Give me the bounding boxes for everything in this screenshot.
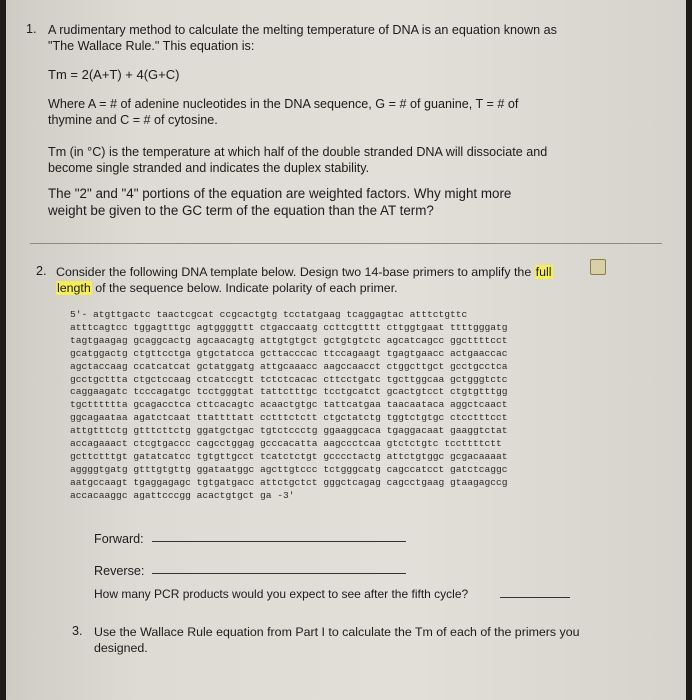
sequence-line: gcttctttgt gatatcatcc tgtgttgcct tcatctctgt gcccctactg attctgtggc gcgacaaaat <box>70 450 508 462</box>
q3-number: 3. <box>72 624 83 638</box>
q2-intro-line1 <box>56 264 553 280</box>
sequence-line: ggcagaataa agatctcaat ttattttatt cctttctctt ctgctatctg tggtctgtgc ctcctttcct <box>70 412 508 424</box>
sequence-line: tagtgaagag gcaggcactg agcaacagtg attgtgtgct gctgtgtctc agcatcagcc ggcttttcct <box>70 334 508 346</box>
q1-intro-line2: "The Wallace Rule." This equation is: <box>48 39 255 53</box>
sequence-line: aggggtgatg gtttgtgttg ggataatggc agcttgtccc tctgggcatg cagccatcct gatctcaggc <box>70 463 508 475</box>
q2-intro-text: Consider the following DNA template below. Design two 14-base primers to amplify the <box>56 265 532 279</box>
q2-number: 2. <box>36 264 47 278</box>
highlight-length: length <box>57 281 91 295</box>
reverse-label: Reverse: <box>94 564 145 578</box>
sequence-line: gcatggactg ctgttcctga gtgctatcca gcttacccac ttccagaagt tgagtgaacc actgaaccac <box>70 347 508 359</box>
sequence-line: accacaaggc agattcccgg acactgtgct ga -3' <box>70 489 295 501</box>
q3-line1: Use the Wallace Rule equation from Part I to calculate the Tm of each of the primers you <box>94 625 580 639</box>
sequence-line: gcctgcttta ctgctccaag ctcatccgtt tctctcacac cttcctgatc tgcttggcaa gctgggtctc <box>70 373 508 385</box>
section-divider <box>30 243 662 244</box>
q1-number: 1. <box>26 22 37 36</box>
q1-weight-line2: weight be given to the GC term of the equation than the AT term? <box>48 203 434 218</box>
sequence-line: attgtttctg gtttcttctg ggatgctgac tgtctccctg ggaaggcaca tgaggacaat gaaggtctat <box>70 425 508 437</box>
pcr-answer-line[interactable] <box>500 597 570 598</box>
sequence-line: 5'- atgttgactc taactcgcat ccgcactgtg tcctatgaag tcaggagtac atttctgttc <box>70 309 468 320</box>
q1-where-line2: thymine and C = # of cytosine. <box>48 113 218 127</box>
reverse-answer-line[interactable] <box>152 573 406 574</box>
forward-label: Forward: <box>94 532 144 546</box>
q1-intro-line1: A rudimentary method to calculate the melting temperature of DNA is an equation known as <box>48 23 557 37</box>
sequence-line: aatgccaagt tgaggagagc tgtgatgacc attctgctct gggctcagag cagcctgaag gtaagagccg <box>70 476 508 488</box>
highlight-full: full <box>535 265 552 279</box>
sequence-line: caggaagatc tcccagatgc tcctgggtat tattctttgc tcctgcatct gcactgtcct ctgtgtttgg <box>70 386 508 398</box>
sequence-line: atttcagtcc tggagtttgc agtggggttt ctgaccaatg ccttcgtttt cttggtgaat ttttgggatg <box>70 321 508 333</box>
worksheet-page <box>6 0 686 700</box>
sequence-line: accagaaact ctcgtgaccc cagcctggag gcccacatta aagccctcaa gtctctgtc tccttttctt <box>70 438 502 450</box>
q1-tm-line1: Tm (in °C) is the temperature at which half of the double stranded DNA will dissociate and <box>48 145 548 159</box>
wallace-equation: Tm = 2(A+T) + 4(G+C) <box>48 67 180 82</box>
sequence-line: agctaccaag ccatcatcat gctatggatg attgcaaacc aagccaacct ctggcttgct gcctgcctca <box>70 360 508 372</box>
q1-tm-line2: become single stranded and indicates the duplex stability. <box>48 161 370 175</box>
q2-intro-line2 <box>56 280 398 296</box>
sequence-line: tgctttttta gcagacctca cttcacagtc acaactgtgc tattcatgaa taacaataca aggctcaact <box>70 399 508 411</box>
q2-intro-rest: of the sequence below. Indicate polarity of each primer. <box>91 281 398 295</box>
forward-answer-line[interactable] <box>152 541 406 542</box>
cursor-icon <box>590 259 606 275</box>
pcr-question: How many PCR products would you expect to see after the fifth cycle? <box>94 587 469 601</box>
q3-line2: designed. <box>94 641 148 655</box>
q1-where-line1: Where A = # of adenine nucleotides in the DNA sequence, G = # of guanine, T = # of <box>48 97 519 111</box>
dna-template-sequence <box>70 309 508 503</box>
q1-weight-line1: The "2" and "4" portions of the equation are weighted factors. Why might more <box>48 186 512 201</box>
